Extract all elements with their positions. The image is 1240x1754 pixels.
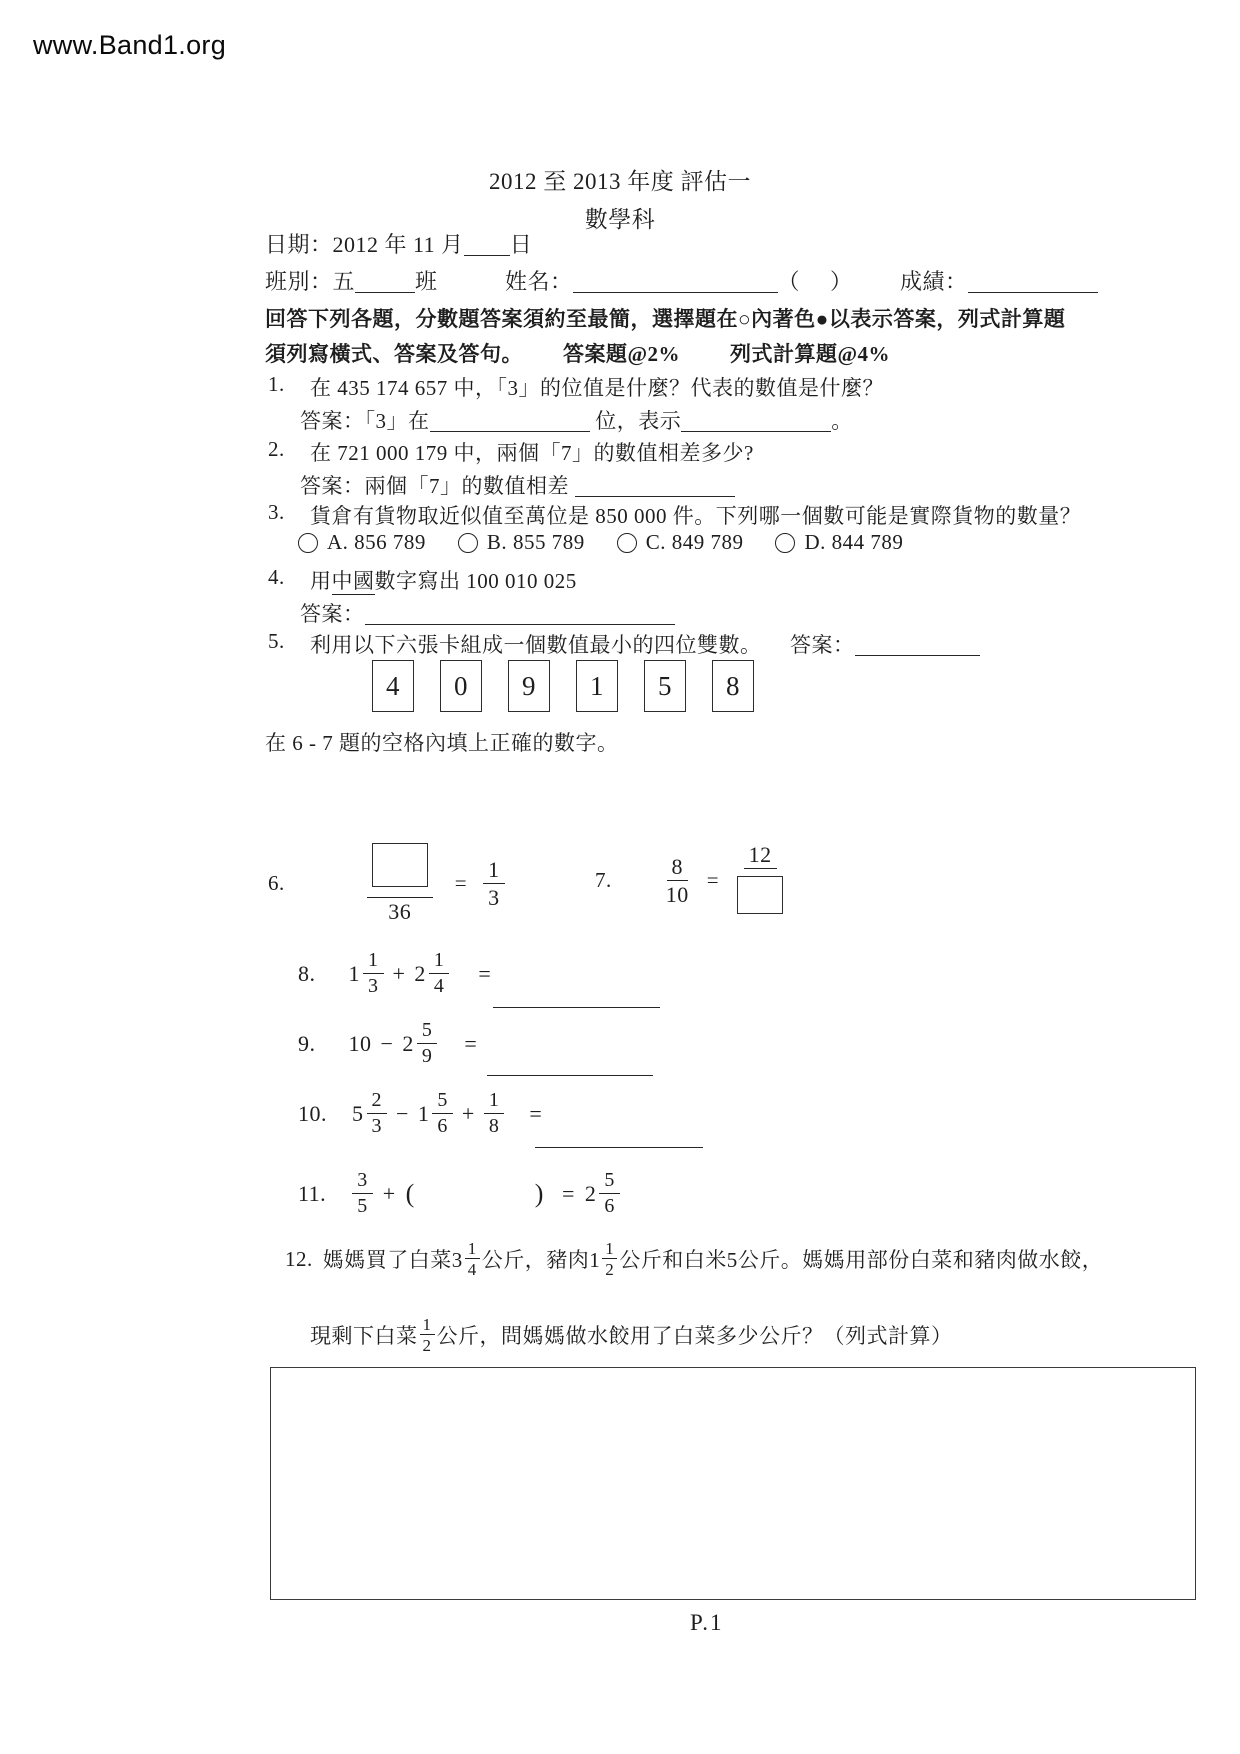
- name-field: [505, 265, 853, 296]
- q3-option-b-label: B.: [486, 530, 508, 554]
- q12-text-1b: 公斤，豬肉1: [481, 1248, 601, 1272]
- q12-frac-3: [420, 1316, 435, 1354]
- q4-text-post: 數字寫出 100 010 025: [374, 569, 577, 593]
- q11-number: 11.: [298, 1180, 327, 1206]
- q6-equals: =: [454, 870, 468, 895]
- q10-equals: =: [529, 1100, 543, 1126]
- q11-paren-open: (: [405, 1178, 415, 1208]
- q8-frac-1-den: 3: [368, 975, 379, 997]
- digit-card: 9: [508, 660, 550, 712]
- q6-rhs-denominator: 3: [488, 884, 500, 910]
- q12-frac-1-den: 4: [467, 1260, 477, 1279]
- watermark: www.Band1.org: [33, 30, 227, 60]
- q3-option-b-value: 855 789: [512, 530, 585, 554]
- q4-text-pre: 用: [310, 569, 332, 593]
- q9-whole-2: 2: [402, 1030, 414, 1056]
- q12-text-1c: 公斤和白米5公斤。媽媽用部份白菜和豬肉做水餃，: [619, 1248, 1104, 1272]
- q1-text: 在 435 174 657 中，「3」的位值是什麼？代表的數值是什麼？: [310, 376, 884, 400]
- section-6-7-instruction: 在 6 - 7 題的空格內填上正確的數字。: [265, 731, 619, 755]
- q8-mixed-2: [414, 950, 449, 997]
- q7-denominator-blank-box[interactable]: [737, 876, 783, 914]
- instructions-line1: 回答下列各題，分數題答案須約至最簡，選擇題在○內著色●以表示答案，列式計算題: [265, 307, 1066, 331]
- q6-fraction-lhs: [367, 843, 433, 923]
- q1-answer-mid: 位，表示: [595, 409, 682, 433]
- marks-calc: 列式計算題@4%: [730, 342, 891, 366]
- q12-line-1: [285, 1240, 1103, 1278]
- q3-number: 3.: [268, 500, 285, 524]
- q8-plus: +: [392, 960, 406, 986]
- q1-blank-2[interactable]: [681, 412, 831, 432]
- q2-answer-line: [300, 470, 735, 500]
- q8-answer-blank[interactable]: [493, 1007, 660, 1008]
- q4-blank[interactable]: [365, 605, 675, 625]
- q11-mixed-rhs: [585, 1170, 620, 1217]
- q1-answer-line: [300, 405, 853, 435]
- q5-blank[interactable]: [855, 636, 980, 656]
- q6-numerator-blank-box[interactable]: [372, 843, 428, 887]
- q3-option-d: [775, 530, 903, 555]
- q4-answer-line: [300, 598, 675, 628]
- date-label: 日期：2012 年 11 月: [265, 232, 464, 257]
- q5-answer-label: 答案：: [790, 633, 855, 657]
- q10-number: 10.: [298, 1100, 327, 1126]
- q10-plus: +: [461, 1100, 475, 1126]
- q3-option-a: [298, 530, 426, 555]
- q9-frac-2-den: 9: [421, 1045, 433, 1067]
- q7-lhs-denominator: 10: [665, 882, 689, 908]
- name-label: 姓名：: [505, 269, 573, 294]
- q8: [298, 950, 491, 997]
- q10-minus: −: [396, 1100, 409, 1126]
- q11-whole: 2: [584, 1180, 597, 1206]
- exam-title: 2012 至 2013 年度 評估一: [489, 169, 751, 194]
- q6-numerator-slot-wrap: [367, 843, 433, 898]
- score-label: 成績：: [900, 269, 968, 294]
- paren-close: ）: [830, 269, 853, 294]
- q12-text-2b: 公斤，問媽媽做水餃用了白菜多少公斤？（列式計算）: [436, 1324, 953, 1348]
- q8-frac-1: [363, 950, 384, 997]
- q3-option-c: [617, 530, 744, 555]
- q9-frac-2-num: 5: [417, 1020, 438, 1044]
- q1-number: 1.: [268, 372, 285, 396]
- q8-whole-1: 1: [348, 960, 360, 986]
- q8-number: 8.: [298, 960, 316, 986]
- q8-frac-1-num: 1: [363, 950, 384, 974]
- q5-number: 5.: [268, 629, 285, 653]
- q10-frac-2-num: 5: [432, 1090, 453, 1114]
- q10-whole-2: 1: [417, 1100, 430, 1126]
- q8-equals: =: [478, 960, 492, 986]
- q11-paren-close: ): [534, 1178, 544, 1208]
- q10-frac-1: [367, 1090, 388, 1137]
- q6-fraction-rhs: [483, 858, 505, 909]
- q3-option-a-bubble[interactable]: [298, 533, 318, 553]
- q8-mixed-1: [349, 950, 384, 997]
- q7-equals: =: [706, 868, 720, 893]
- q10-frac-1-num: 2: [367, 1090, 388, 1114]
- q9-whole-1: 10: [348, 1030, 372, 1056]
- q1-answer-prefix: 答案：「3」在: [300, 409, 430, 433]
- score-field: [900, 265, 1098, 296]
- q12-line-2: [310, 1316, 953, 1354]
- digit-card: 5: [644, 660, 686, 712]
- q2-text: 在 721 000 179 中，兩個「7」的數值相差多少?: [310, 441, 754, 465]
- q7-number: 7.: [595, 868, 612, 893]
- q8-frac-2-num: 1: [429, 950, 450, 974]
- q4-number: 4.: [268, 565, 285, 589]
- q3-option-c-bubble[interactable]: [617, 533, 637, 553]
- page-number: P.1: [690, 1610, 724, 1635]
- q9-mixed-2: [402, 1020, 437, 1067]
- q10-answer-blank[interactable]: [535, 1147, 703, 1148]
- instructions-line2: 須列寫橫式、答案及答句。: [265, 342, 523, 366]
- q10-frac-3: [484, 1090, 505, 1137]
- q9-answer-blank[interactable]: [487, 1075, 653, 1076]
- q3-option-c-label: C.: [645, 530, 666, 554]
- q9-minus: −: [380, 1030, 394, 1056]
- q2-blank[interactable]: [575, 477, 735, 497]
- q6-number: 6.: [268, 870, 285, 895]
- q11-frac-1-den: 5: [357, 1195, 368, 1217]
- class-field: [265, 265, 438, 296]
- q11-frac-1: [352, 1170, 373, 1217]
- q10-mixed-1: [352, 1090, 387, 1137]
- q3-option-d-value: 844 789: [831, 530, 904, 554]
- q4-text: [310, 565, 577, 595]
- q8-frac-2: [429, 950, 450, 997]
- q11-frac-2-num: 5: [599, 1170, 620, 1194]
- paren-open: （: [777, 269, 801, 294]
- digit-card: 0: [440, 660, 482, 712]
- q10: [298, 1090, 542, 1137]
- q7-denominator-slot-wrap: [737, 869, 783, 918]
- q12-frac-3-den: 2: [422, 1336, 432, 1355]
- q7-lhs-numerator: 8: [667, 855, 689, 881]
- q3-option-b-bubble[interactable]: [458, 533, 478, 553]
- q2-number: 2.: [268, 437, 285, 461]
- q9-number: 9.: [298, 1030, 316, 1056]
- date-line: [265, 228, 532, 259]
- q11-frac-1-num: 3: [352, 1170, 373, 1194]
- q3-option-a-value: 856 789: [354, 530, 426, 554]
- q12-frac-1-num: 1: [465, 1240, 480, 1259]
- q11-frac-2: [599, 1170, 620, 1217]
- q11-equals: =: [561, 1180, 575, 1206]
- q3-options: [298, 530, 903, 555]
- q3-option-b: [458, 530, 585, 555]
- q10-frac-3-num: 1: [484, 1090, 505, 1114]
- q9-equals: =: [464, 1030, 478, 1056]
- q11-plus: +: [382, 1180, 396, 1206]
- q12-text-1a: 媽媽買了白菜3: [322, 1248, 463, 1272]
- name-blank[interactable]: [573, 272, 778, 293]
- q5-text: 利用以下六張卡組成一個數值最小的四位雙數。: [310, 633, 762, 657]
- digit-card: 8: [712, 660, 754, 712]
- q12-text-2a: 現剩下白菜: [310, 1324, 418, 1348]
- q9-frac-2: [417, 1020, 438, 1067]
- q3-text: 貨倉有貨物取近似值至萬位是 850 000 件。下列哪一個數可能是實際貨物的數量？: [310, 504, 1082, 528]
- q10-mixed-2: [418, 1090, 453, 1137]
- q6: [268, 843, 505, 923]
- q11-frac-2-den: 6: [604, 1195, 615, 1217]
- q12-frac-2-den: 2: [605, 1260, 615, 1279]
- q5-answer-line: [790, 629, 980, 659]
- q5-digit-cards: [372, 660, 754, 712]
- q8-frac-2-den: 4: [433, 975, 445, 997]
- class-label: 班別：五: [265, 269, 356, 294]
- q10-whole-1: 5: [352, 1100, 364, 1126]
- q10-frac-1-den: 3: [371, 1115, 382, 1137]
- q1-blank-1[interactable]: [430, 412, 590, 432]
- q2-answer-prefix: 答案：兩個「7」的數值相差: [300, 474, 569, 498]
- q12-frac-2: [602, 1240, 617, 1278]
- exam-subject: 數學科: [584, 207, 656, 232]
- q12-number: 12.: [285, 1246, 313, 1271]
- q3-option-a-label: A.: [327, 530, 349, 554]
- score-blank[interactable]: [968, 272, 1098, 293]
- q4-text-underlined: 中國: [331, 569, 375, 593]
- class-blank[interactable]: [355, 272, 415, 293]
- digit-card: 4: [372, 660, 414, 712]
- q4-answer-label: 答案：: [300, 602, 365, 626]
- q10-frac-3-den: 8: [488, 1115, 500, 1137]
- q10-frac-2: [432, 1090, 453, 1137]
- date-suffix: 日: [509, 232, 533, 257]
- date-day-blank[interactable]: [464, 235, 510, 256]
- q7-rhs-numerator: 12: [744, 843, 777, 869]
- digit-card: 1: [576, 660, 618, 712]
- q6-denominator: 36: [388, 899, 412, 925]
- q1-answer-period: 。: [831, 409, 853, 433]
- q3-option-d-bubble[interactable]: [775, 533, 795, 553]
- q10-frac-2-den: 6: [437, 1115, 448, 1137]
- q8-whole-2: 2: [414, 960, 426, 986]
- q12-working-box[interactable]: [270, 1367, 1196, 1600]
- q3-option-c-value: 849 789: [671, 530, 744, 554]
- q3-option-d-label: D.: [804, 530, 826, 554]
- q6-rhs-numerator: 1: [483, 858, 505, 884]
- q12-frac-2-num: 1: [602, 1240, 617, 1259]
- q7-fraction-lhs: [666, 855, 689, 906]
- marks-answer: 答案題@2%: [563, 342, 681, 366]
- class-suffix: 班: [415, 269, 438, 294]
- q12-frac-3-num: 1: [420, 1316, 435, 1335]
- q11: [298, 1170, 620, 1217]
- q7: [595, 843, 783, 918]
- q12-frac-1: [465, 1240, 480, 1278]
- q7-fraction-rhs: [737, 843, 783, 918]
- q9: [298, 1020, 477, 1067]
